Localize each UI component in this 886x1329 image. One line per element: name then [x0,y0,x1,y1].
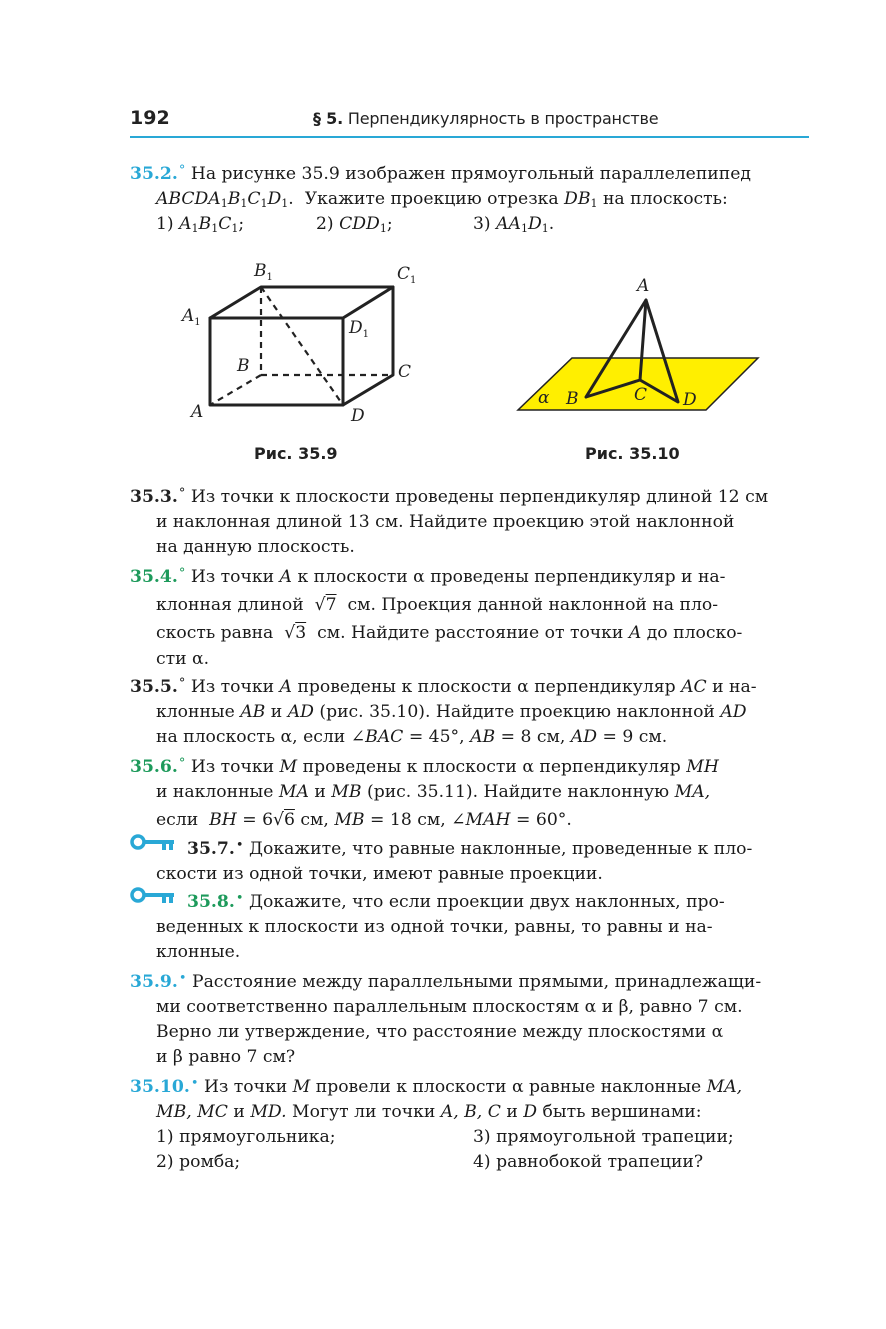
problem-35-5: 35.5.° Из точки A проведены к плоскости α перпендикуляр AC и на- клонные AB и AD (рис. 35.10). Найдите проекцию наклонной AD на плоскость α, если ∠BAC = 45°, AB = 8 см, AD = 9 см. [130,676,757,747]
diagonal-db1 [261,287,343,405]
label-b: B [566,389,579,409]
label-d1: $D_1$ [349,318,370,340]
problem-35-7: 35.7.• Докажите, что равные наклонные, проведенные к пло- скости из одной точки, имеют равные проекции. [156,838,753,884]
hidden-edge-ba [210,375,261,405]
figure-35-10 [510,270,770,420]
figure-35-9 [175,255,435,435]
label-d: D [683,390,697,410]
label-b1: $B_1$ [254,261,273,283]
problem-35-8: 35.8.• Докажите, что если проекции двух наклонных, про- веденных к плоскости из одной точки, равны, то равны и на- клонные. [156,891,725,962]
figure-caption-35-10: Рис. 35.10 [585,444,680,463]
label-a: A [191,402,204,422]
label-c: C [398,362,412,382]
problem-35-4: 35.4.° Из точки A к плоскости α проведены перпендикуляр и на- клонная длиной √7 см. Проекция данной наклонной на пло- скость равна √3 см. Найдите расстояние от точки A до плоско- сти α. [130,566,743,669]
label-d: D [351,406,365,426]
label-b: B [237,356,250,376]
problem-35-6: 35.6.° Из точки M проведены к плоскости α перпендикуляр MH и наклонные MA и MB (рис. 35.11). Найдите наклонную MA, если BH = 6√6 см, MB = 18 см, ∠MAH = 60°. [130,756,719,830]
problem-number: 35.2. [130,164,178,184]
label-a: A [637,276,650,296]
problem-35-9: 35.9.• Расстояние между параллельными прямыми, принадлежащи- ми соответственно параллельным плоскостям α и β, равно 7 см. Верно ли утверждение, что расстояние между плоскостями α и β равно 7 см? [130,971,762,1067]
label-c1: $C_1$ [397,264,417,286]
label-c: C [634,385,648,405]
section-title: § 5. Перпендикулярность в пространстве [313,109,659,128]
label-a1: $A_1$ [182,306,201,328]
label-alpha: α [538,388,550,408]
problem-35-2: 35.2.° На рисунке 35.9 изображен прямоугольный параллелепипед $ABCDA_1B_1C_1D_1$. Укажите проекцию отрезка $DB_1$ на плоскость: 1) $A_1B_1C_1$; 2) $CDD_1$; 3) $AA_1D_1$. [130,163,751,235]
page-header [130,104,809,138]
front-face [210,318,343,405]
problem-35-10: 35.10.• Из точки M провели к плоскости α равные наклонные MA, MB, MC и MD. Могут ли точки A, B, C и D быть вершинами: 1) прямоугольника; 3) прямоугольной трапеции; 2) ромба; 4) равнобокой трапеции? [130,1076,743,1172]
problem-35-3: 35.3.° Из точки к плоскости проведены перпендикуляр длиной 12 см и наклонная длиной 13 см. Найдите проекцию этой наклонной на данную плоскость. [130,486,769,557]
page-number: 192 [130,107,170,129]
figure-caption-35-9: Рис. 35.9 [254,444,338,463]
